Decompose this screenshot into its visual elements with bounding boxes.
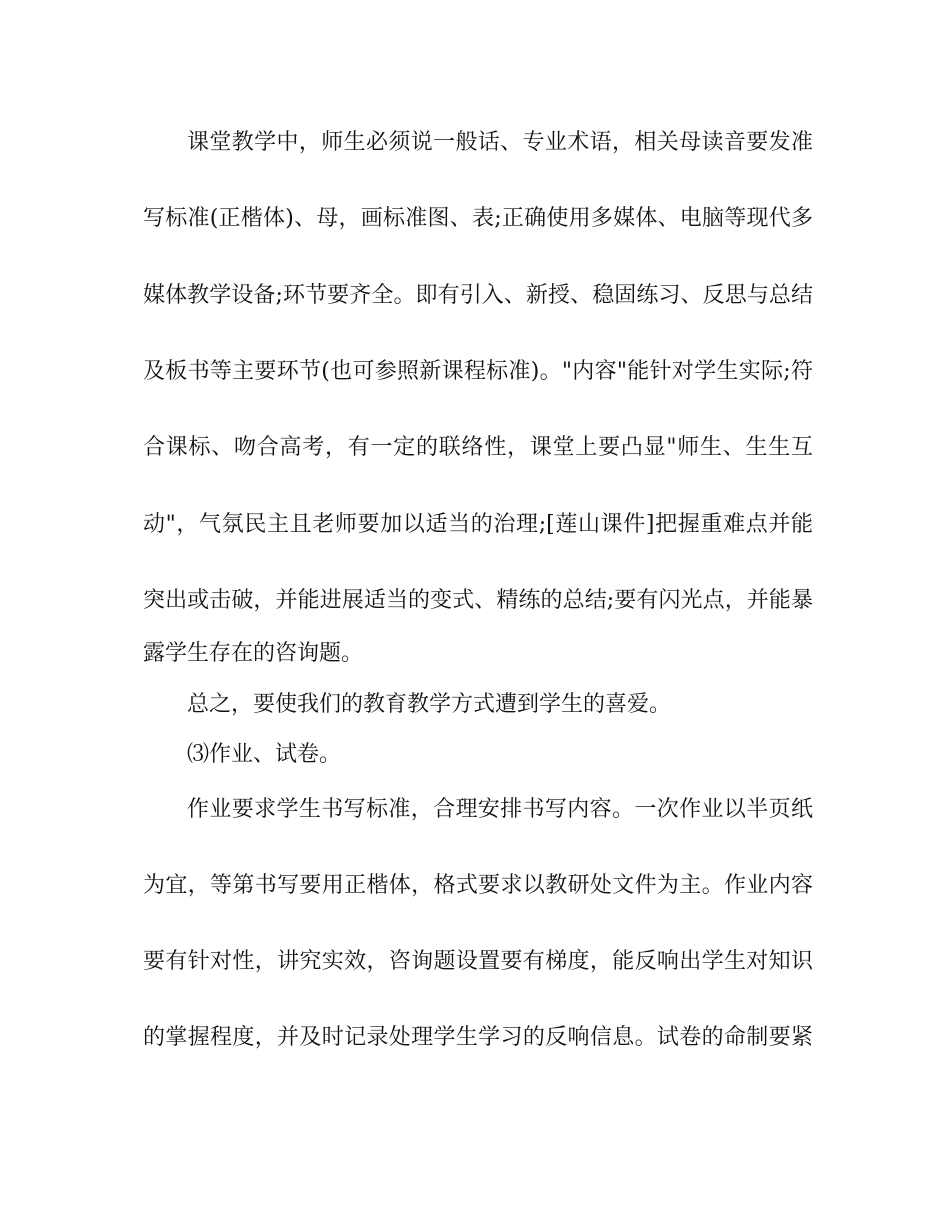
- paragraph-4-line-3: 要有针对性，讲究实效，咨询题设置要有梯度，能反响出学生对知识: [143, 949, 813, 974]
- paragraph-1-line-1: 课堂教学中，师生必须说一般话、专业术语，相关母读音要发准: [187, 130, 813, 155]
- paragraph-1-line-3: 媒体教学设备;环节要齐全。即有引入、新授、稳固练习、反思与总结: [143, 283, 813, 308]
- paragraph-1-line-8: 露学生存在的咨询题。: [143, 641, 364, 666]
- paragraph-1-line-6: 动"，气氛民主且老师要加以适当的治理;[莲山课件]把握重难点并能: [143, 512, 813, 537]
- paragraph-4-line-4: 的掌握程度，并及时记录处理学生学习的反响信息。试卷的命制要紧: [143, 1025, 813, 1050]
- paragraph-2-line-1: 总之，要使我们的教育教学方式遭到学生的喜爱。: [187, 692, 672, 717]
- paragraph-4-line-2: 为宜，等第书写要用正楷体，格式要求以教研处文件为主。作业内容: [143, 873, 813, 898]
- paragraph-1-line-2: 写标准(正楷体)、母，画标准图、表;正确使用多媒体、电脑等现代多: [143, 206, 813, 231]
- paragraph-1-line-4: 及板书等主要环节(也可参照新课程标准)。"内容"能针对学生实际;符: [143, 359, 813, 384]
- paragraph-1-line-7: 突出或击破，并能进展适当的变式、精练的总结;要有闪光点，并能暴: [143, 588, 813, 613]
- section-heading-homework: ⑶作业、试卷。: [187, 742, 342, 767]
- paragraph-1-line-5: 合课标、吻合高考，有一定的联络性，课堂上要凸显"师生、生生互: [143, 435, 813, 460]
- paragraph-4-line-1: 作业要求学生书写标准，合理安排书写内容。一次作业以半页纸: [187, 797, 813, 822]
